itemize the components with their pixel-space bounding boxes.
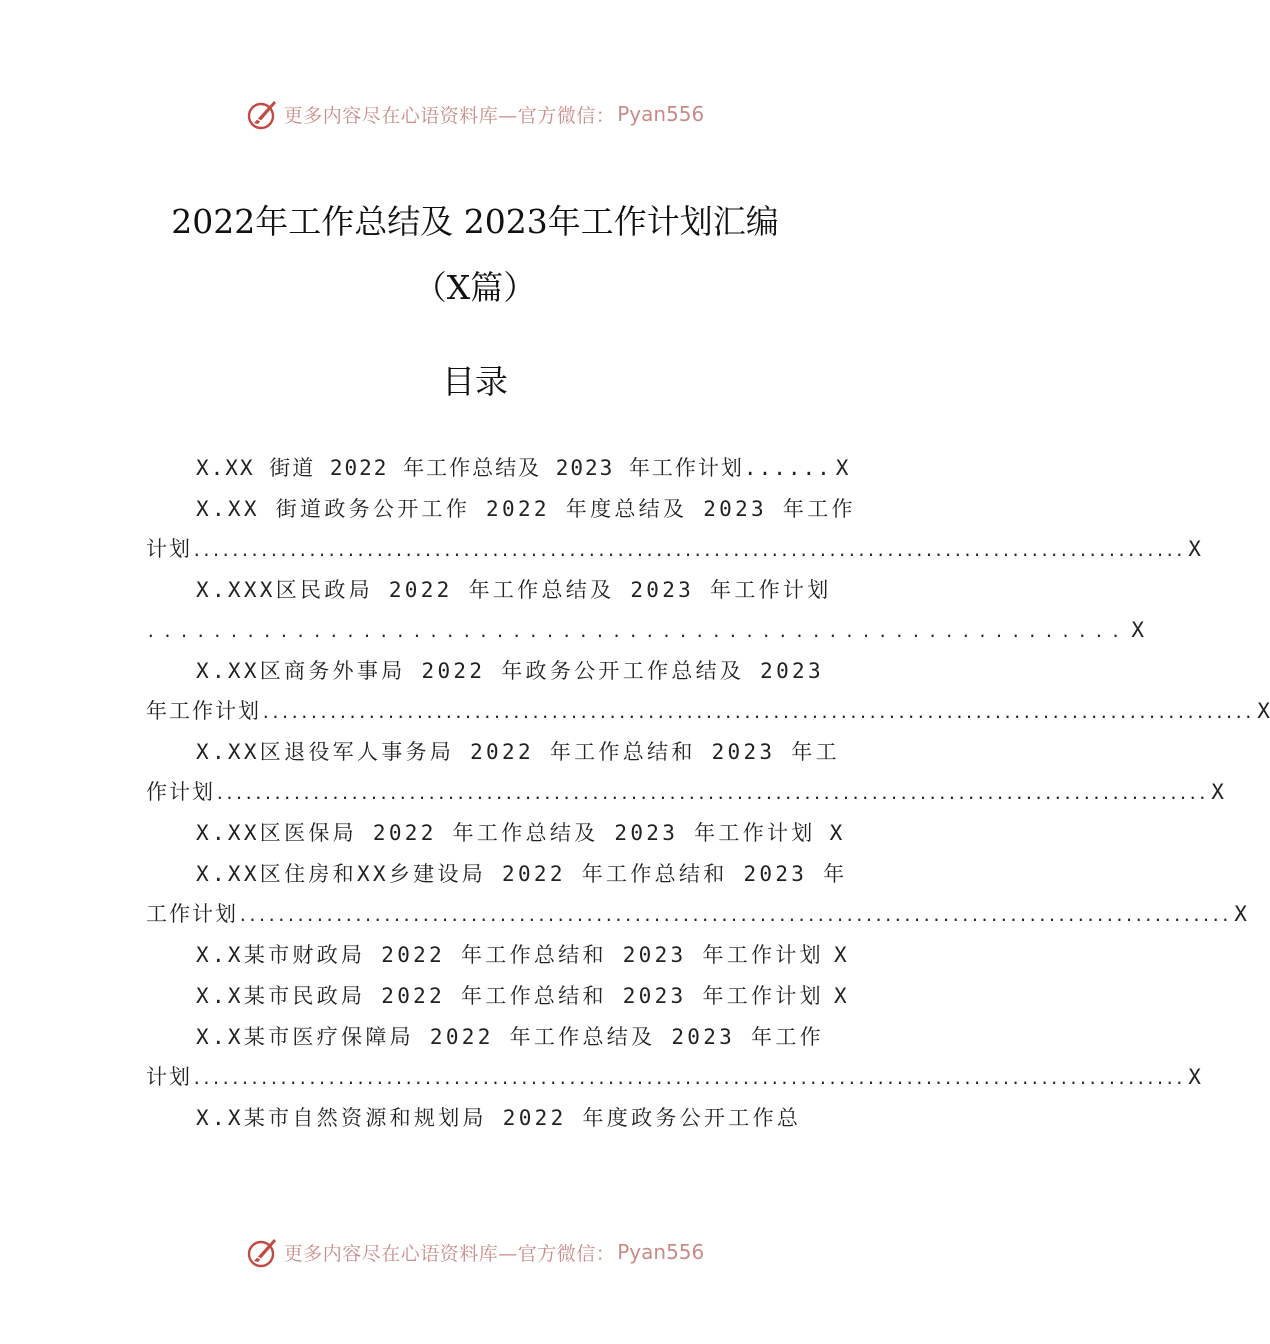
toc-entry-page: X xyxy=(835,456,849,480)
toc-entry-page: X xyxy=(1234,902,1247,926)
table-of-contents xyxy=(146,448,1270,1138)
toc-entry[interactable] xyxy=(146,732,840,772)
toc-entry-page: X xyxy=(833,943,847,967)
toc-entry-continuation[interactable] xyxy=(146,610,1144,650)
toc-entry[interactable] xyxy=(146,854,848,894)
toc-entry-continuation[interactable] xyxy=(146,772,1224,812)
watermark-handle: Pyan556 xyxy=(617,102,705,126)
toc-entry[interactable] xyxy=(146,976,847,1016)
toc-entry-title-cont: 计划 xyxy=(146,1065,192,1089)
watermark-text: 更多内容尽在心语资料库—官方微信： xyxy=(283,1242,616,1265)
toc-entry-title: X.XX 街道政务公开工作 2022 年度总结及 2023 年工作 xyxy=(196,497,856,521)
toc-entry-title: X.XXX区民政局 2022 年工作总结及 2023 年工作计划 xyxy=(196,578,832,602)
toc-entry-title: X.XX区退役军人事务局 2022 年工作总结和 2023 年工 xyxy=(196,740,840,764)
toc-entry[interactable] xyxy=(146,935,847,975)
toc-entry-page: X xyxy=(829,821,843,845)
watermark-footer xyxy=(0,1232,950,1272)
toc-entry-continuation[interactable] xyxy=(146,1057,1201,1097)
toc-entry-title-cont: 工作计划 xyxy=(146,902,238,926)
toc-entry[interactable] xyxy=(146,489,856,529)
toc-entry-title: X.XX 街道 2022 年工作总结及 2023 年工作计划...... xyxy=(196,456,832,480)
watermark-text: 更多内容尽在心语资料库—官方微信： xyxy=(283,104,616,127)
quill-logo-icon xyxy=(246,97,280,131)
toc-entry-title-cont: 作计划 xyxy=(146,780,215,804)
quill-logo-icon xyxy=(246,1235,280,1269)
toc-entry-title: X.X某市自然资源和规划局 2022 年度政务公开工作总 xyxy=(196,1106,802,1130)
toc-entry-continuation[interactable] xyxy=(146,529,1201,569)
toc-entry-page: X xyxy=(1131,618,1144,642)
toc-entry[interactable] xyxy=(146,448,849,488)
toc-entry[interactable] xyxy=(146,813,843,853)
toc-entry-title-cont: 计划 xyxy=(146,537,192,561)
toc-entry-continuation[interactable] xyxy=(146,894,1247,934)
toc-heading: 目录 xyxy=(442,362,508,401)
dot-leader: ....................................................................................................... xyxy=(192,1069,1185,1088)
toc-entry[interactable] xyxy=(146,1017,824,1057)
dot-leader: ....................................................................................................... xyxy=(215,784,1208,803)
toc-entry-title-cont: 年工作计划 xyxy=(146,699,261,723)
toc-entry-page: X xyxy=(1257,699,1270,723)
toc-entry-title: X.XX区住房和XX乡建设局 2022 年工作总结和 2023 年 xyxy=(196,862,848,886)
watermark-handle: Pyan556 xyxy=(617,1240,705,1264)
toc-entry[interactable] xyxy=(146,1098,806,1138)
dot-leader: ....................................................................................................... xyxy=(261,703,1254,722)
toc-entry-title: X.XX区医保局 2022 年工作总结及 2023 年工作计划 xyxy=(196,821,816,845)
toc-entry-page: X xyxy=(1188,537,1201,561)
toc-entry-title: X.XX区商务外事局 2022 年政务公开工作总结及 2023 xyxy=(196,659,824,683)
toc-entry[interactable] xyxy=(146,651,824,691)
toc-entry-title: X.X某市民政局 2022 年工作总结和 2023 年工作计划 xyxy=(196,984,824,1008)
dot-leader: ....................................................................................................... xyxy=(192,541,1185,560)
dot-leader: ....................................................................................................... xyxy=(238,906,1231,925)
toc-entry-page: X xyxy=(1188,1065,1201,1089)
toc-entry-continuation[interactable] xyxy=(146,691,1270,731)
document-subtitle: （X篇） xyxy=(413,268,537,307)
toc-entry[interactable] xyxy=(146,570,832,610)
dot-leader: ........................................................... xyxy=(146,622,1128,641)
toc-entry-page: X xyxy=(1211,780,1224,804)
toc-entry-page: X xyxy=(833,984,847,1008)
document-title: 2022年工作总结及 2023年工作计划汇编 xyxy=(171,202,779,241)
toc-entry-title: X.X某市医疗保障局 2022 年工作总结及 2023 年工作 xyxy=(196,1025,824,1049)
watermark-header xyxy=(0,94,950,134)
toc-entry-title: X.X某市财政局 2022 年工作总结和 2023 年工作计划 xyxy=(196,943,824,967)
